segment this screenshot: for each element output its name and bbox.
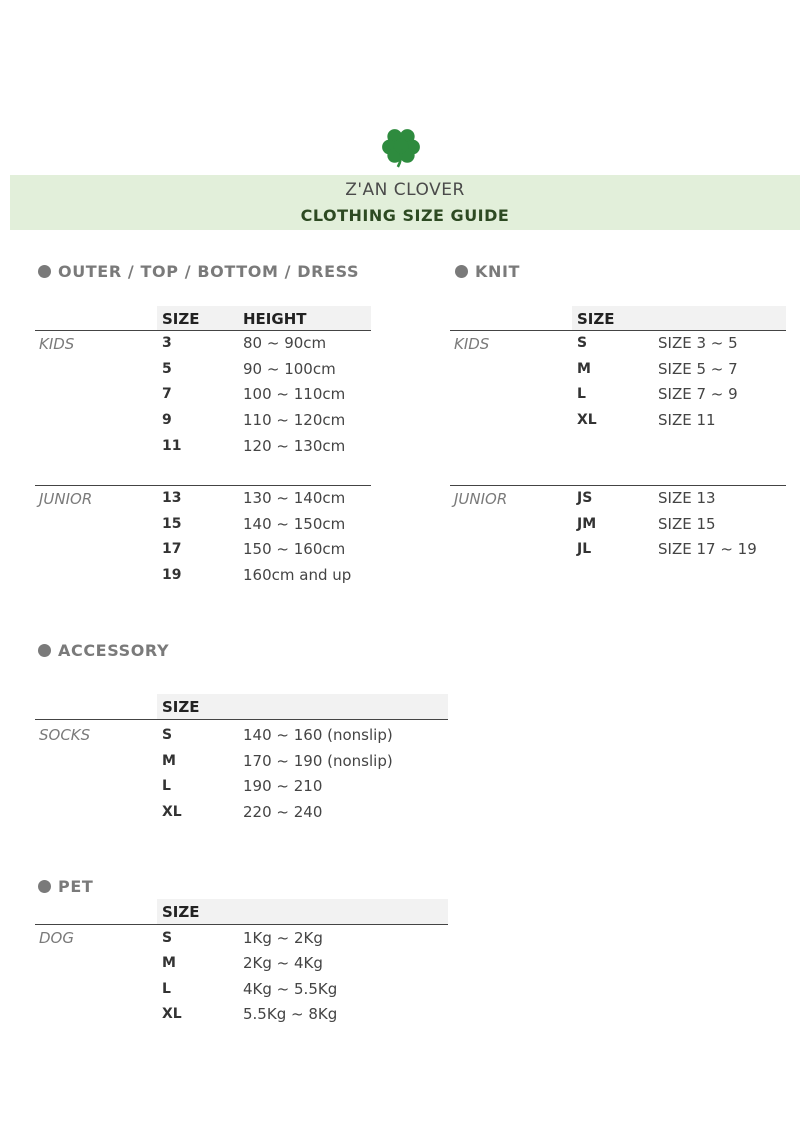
size-cell: 11: [162, 437, 182, 454]
size-cell: L: [577, 386, 586, 403]
size-cell: M: [162, 752, 176, 769]
value-cell: 120 ~ 130cm: [243, 436, 346, 455]
section-knit-label: KNIT: [475, 262, 521, 281]
value-cell: SIZE 7 ~ 9: [658, 385, 738, 404]
size-cell: JS: [577, 490, 593, 506]
brand-name: Z'AN CLOVER: [345, 180, 465, 200]
bullet-icon: [38, 644, 51, 657]
size-cell: 15: [162, 515, 182, 532]
value-cell: SIZE 13: [658, 489, 716, 507]
page-title: CLOTHING SIZE GUIDE: [300, 206, 510, 225]
value-cell: 160cm and up: [243, 566, 352, 585]
size-cell: 7: [162, 386, 172, 403]
outer-kids-label: KIDS: [39, 335, 75, 353]
section-knit-title: [455, 262, 520, 281]
section-pet-label: PET: [58, 877, 94, 896]
section-accessory-title: [38, 641, 169, 660]
size-cell: 13: [162, 490, 182, 506]
value-cell: 110 ~ 120cm: [243, 411, 346, 430]
section-accessory-label: ACCESSORY: [58, 641, 170, 660]
pet-dog-label: DOG: [39, 929, 74, 947]
accessory-col-size: SIZE: [162, 698, 200, 716]
size-cell: 5: [162, 360, 172, 377]
size-cell: L: [162, 980, 171, 997]
value-cell: SIZE 17 ~ 19: [658, 540, 757, 559]
value-cell: 80 ~ 90cm: [243, 334, 327, 352]
size-cell: 17: [162, 541, 182, 558]
size-cell: M: [162, 955, 176, 972]
size-cell: JL: [577, 541, 592, 558]
value-cell: 150 ~ 160cm: [243, 540, 346, 559]
title-banner: [10, 175, 800, 230]
accessory-header-bg: [157, 694, 448, 719]
bullet-icon: [38, 265, 51, 278]
outer-col-size: SIZE: [162, 310, 200, 328]
knit-header-rule: [450, 330, 786, 331]
size-cell: 19: [162, 567, 182, 584]
outer-junior-rule: [35, 485, 371, 486]
value-cell: 4Kg ~ 5.5Kg: [243, 979, 338, 998]
size-cell: M: [577, 360, 591, 377]
section-outer-title: [38, 262, 359, 281]
size-cell: 3: [162, 335, 172, 351]
value-cell: 220 ~ 240: [243, 802, 323, 821]
value-cell: 1Kg ~ 2Kg: [243, 929, 323, 947]
knit-col-size: SIZE: [577, 310, 615, 328]
clover-icon: [380, 126, 422, 168]
outer-header-rule: [35, 330, 371, 331]
bullet-icon: [455, 265, 468, 278]
size-cell: XL: [577, 412, 597, 429]
outer-junior-label: JUNIOR: [39, 490, 93, 508]
size-cell: S: [162, 727, 173, 743]
pet-header-bg: [157, 899, 448, 924]
value-cell: SIZE 5 ~ 7: [658, 359, 738, 378]
value-cell: 140 ~ 160 (nonslip): [243, 726, 393, 744]
size-cell: 9: [162, 412, 172, 429]
knit-kids-label: KIDS: [454, 335, 490, 353]
value-cell: 90 ~ 100cm: [243, 359, 336, 378]
size-cell: L: [162, 778, 171, 794]
outer-col-height: HEIGHT: [243, 310, 307, 328]
section-pet-title: [38, 877, 93, 896]
value-cell: SIZE 3 ~ 5: [658, 334, 738, 352]
value-cell: 5.5Kg ~ 8Kg: [243, 1004, 338, 1023]
accessory-header-rule: [35, 719, 448, 720]
knit-junior-label: JUNIOR: [454, 490, 508, 508]
size-cell: S: [577, 335, 588, 351]
value-cell: 170 ~ 190 (nonslip): [243, 751, 393, 770]
value-cell: 190 ~ 210: [243, 777, 323, 795]
value-cell: 140 ~ 150cm: [243, 514, 346, 533]
value-cell: 100 ~ 110cm: [243, 385, 346, 404]
size-cell: XL: [162, 803, 182, 820]
section-outer-label: OUTER / TOP / BOTTOM / DRESS: [58, 262, 360, 281]
size-cell: S: [162, 930, 173, 946]
bullet-icon: [38, 880, 51, 893]
pet-header-rule: [35, 924, 448, 925]
value-cell: SIZE 15: [658, 514, 716, 533]
accessory-socks-label: SOCKS: [39, 726, 91, 744]
size-cell: JM: [577, 515, 597, 532]
value-cell: 130 ~ 140cm: [243, 489, 346, 507]
pet-col-size: SIZE: [162, 903, 200, 921]
size-cell: XL: [162, 1005, 182, 1022]
value-cell: 2Kg ~ 4Kg: [243, 954, 323, 973]
value-cell: SIZE 11: [658, 411, 716, 430]
knit-junior-rule: [450, 485, 786, 486]
